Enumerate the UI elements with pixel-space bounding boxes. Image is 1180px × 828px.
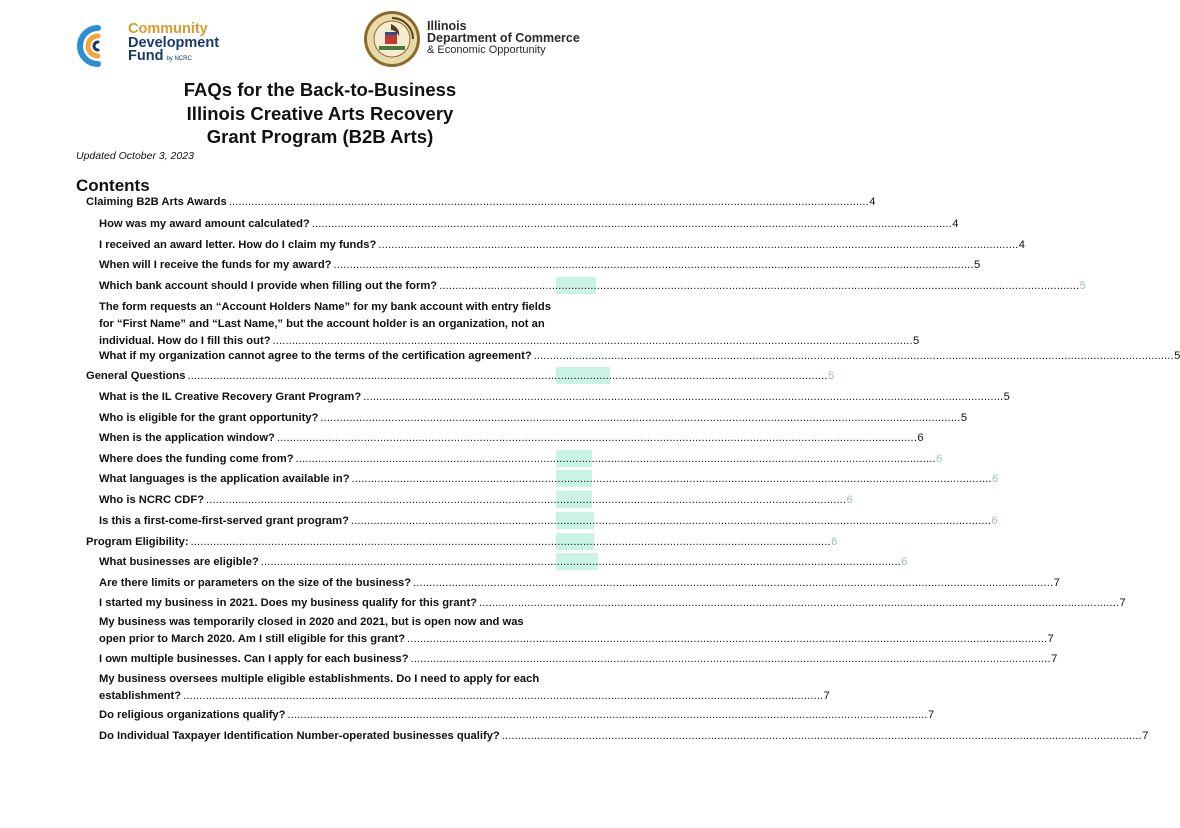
cdf-logo-line1: Community <box>128 21 208 37</box>
toc-entry-text: How was my award amount calculated? <box>99 218 310 230</box>
toc-entry-text: I received an award letter. How do I claim my funds? <box>99 239 377 251</box>
toc-entry-text: Program Eligibility: <box>86 536 189 548</box>
toc-entry-page: 7 <box>1051 653 1058 665</box>
dceo-logo-line1: Illinois <box>427 19 467 33</box>
toc-entry-text-line: establishment? <box>99 690 182 702</box>
toc-entry[interactable] <box>99 389 1010 406</box>
toc-entry-text: Are there limits or parameters on the size of the business? <box>99 577 412 589</box>
toc-entry[interactable] <box>86 534 838 551</box>
cdf-logo-line2: Development <box>128 34 220 51</box>
toc-entry-text: What businesses are eligible? <box>99 556 259 568</box>
toc-entry-page: 6 <box>901 556 908 568</box>
page-title-line1: FAQs for the Back-to-Business <box>183 79 457 100</box>
toc-entry-page: 6 <box>831 536 838 548</box>
toc-entry[interactable] <box>99 430 924 447</box>
toc-entry-text-line: The form requests an “Account Holders Name” for my bank account with entry fields <box>99 301 551 313</box>
toc-entry-page: 7 <box>1047 633 1054 645</box>
toc-entry-text: I own multiple businesses. Can I apply for each business? <box>99 653 409 665</box>
toc-entry[interactable] <box>99 595 1126 612</box>
page-title-line2: Illinois Creative Arts Recovery <box>186 102 454 124</box>
dceo-logo-line2: Department of Commerce <box>427 31 580 45</box>
toc-entry[interactable] <box>99 299 920 350</box>
illinois-state-seal-icon <box>363 10 421 68</box>
toc-entry[interactable] <box>99 728 1149 745</box>
toc-entry[interactable] <box>99 614 1054 648</box>
toc-entry[interactable] <box>99 216 959 233</box>
toc-entry-page: 4 <box>952 218 959 230</box>
toc-entry-page: 4 <box>869 196 876 208</box>
toc-entry-page: 5 <box>1003 391 1010 403</box>
cdf-logo-line3: Fund <box>128 48 164 64</box>
toc-entry-text-line: My business was temporarily closed in 2020 and 2021, but is open now and was <box>99 616 524 628</box>
toc-entry-page: 7 <box>823 690 830 702</box>
toc-entry[interactable] <box>86 368 835 385</box>
toc-entry[interactable] <box>86 194 876 211</box>
toc-entry-text: General Questions <box>86 370 186 382</box>
dceo-logo <box>363 10 583 72</box>
toc-entry-page: 7 <box>927 709 935 721</box>
toc-entry-text-line: for “First Name” and “Last Name,” but the account holder is an organization, not an <box>99 318 545 330</box>
cdf-logo-byline: by NCRC <box>166 56 192 62</box>
contents-heading: Contents <box>76 176 150 195</box>
cdf-logo-mark-icon <box>76 24 120 68</box>
toc-entry-page: 5 <box>913 335 920 347</box>
toc-entry-page: 5 <box>960 412 968 424</box>
toc-entry-text-line: My business oversees multiple eligible establishments. Do I need to apply for each <box>99 673 540 685</box>
toc-entry-page: 6 <box>991 515 998 527</box>
toc-entry-text: Who is eligible for the grant opportunity? <box>99 412 319 424</box>
toc-entry-text: Where does the funding come from? <box>99 453 294 465</box>
toc-entry-text-line: individual. How do I fill this out? <box>99 335 271 347</box>
toc-entry[interactable] <box>99 575 1060 592</box>
toc-entry-text: When is the application window? <box>99 432 275 444</box>
toc-entry-page: 5 <box>1174 350 1180 362</box>
toc-entry-page: 4 <box>1018 239 1026 251</box>
toc-entry-text: When will I receive the funds for my award? <box>99 259 332 271</box>
toc-entry[interactable] <box>99 707 935 724</box>
toc-entry-text: Is this a first-come-first-served grant program? <box>99 515 349 527</box>
toc-entry[interactable] <box>99 410 968 427</box>
toc-entry-text: Who is NCRC CDF? <box>99 494 205 506</box>
dceo-logo-line3: & Economic Opportunity <box>427 44 546 56</box>
toc-entry-page: 7 <box>1053 577 1060 589</box>
toc-entry-page: 5 <box>974 259 981 271</box>
toc-entry-text-line: open prior to March 2020. Am I still eligible for this grant? <box>99 633 406 645</box>
cdf-logo <box>76 20 236 70</box>
toc-entry[interactable] <box>99 492 853 509</box>
toc-entry[interactable] <box>99 671 830 705</box>
toc-entry-page: 7 <box>1119 597 1126 609</box>
toc-entry-page: 6 <box>992 473 999 485</box>
toc-entry-text: Claiming B2B Arts Awards <box>86 196 227 208</box>
toc-entry[interactable] <box>99 237 1026 254</box>
toc-entry[interactable] <box>99 348 1180 365</box>
toc-entry-text: What languages is the application available in? <box>99 473 350 485</box>
toc-entry[interactable] <box>99 513 998 530</box>
toc-entry-page: 6 <box>917 432 924 444</box>
toc-entry-page: 6 <box>936 453 943 465</box>
toc-entry-text: Do religious organizations qualify? <box>99 709 286 721</box>
page-title-line3: Grant Program (B2B Arts) <box>206 126 434 147</box>
toc-entry-text: I started my business in 2021. Does my business qualify for this grant? <box>99 597 477 609</box>
toc-entry[interactable] <box>99 471 999 488</box>
toc-entry-text: Do Individual Taxpayer Identification Number-operated businesses qualify? <box>99 730 500 742</box>
toc-entry[interactable] <box>99 451 943 468</box>
toc-entry[interactable] <box>99 278 1086 295</box>
toc-entry-page: 5 <box>827 370 835 382</box>
page-title <box>0 78 640 149</box>
toc-entry-text: What if my organization cannot agree to the terms of the certification agreement? <box>99 350 532 362</box>
toc-entry[interactable] <box>99 651 1058 668</box>
toc-entry-page: 6 <box>846 494 853 506</box>
updated-date: Updated October 3, 2023 <box>76 150 194 162</box>
toc-entry-page: 5 <box>1079 280 1086 292</box>
toc-entry[interactable] <box>99 554 908 571</box>
toc-entry-text: Which bank account should I provide when filling out the form? <box>99 280 438 292</box>
toc-entry[interactable] <box>99 257 981 274</box>
toc-entry-page: 7 <box>1142 730 1149 742</box>
toc-entry-text: What is the IL Creative Recovery Grant Program? <box>99 391 362 403</box>
